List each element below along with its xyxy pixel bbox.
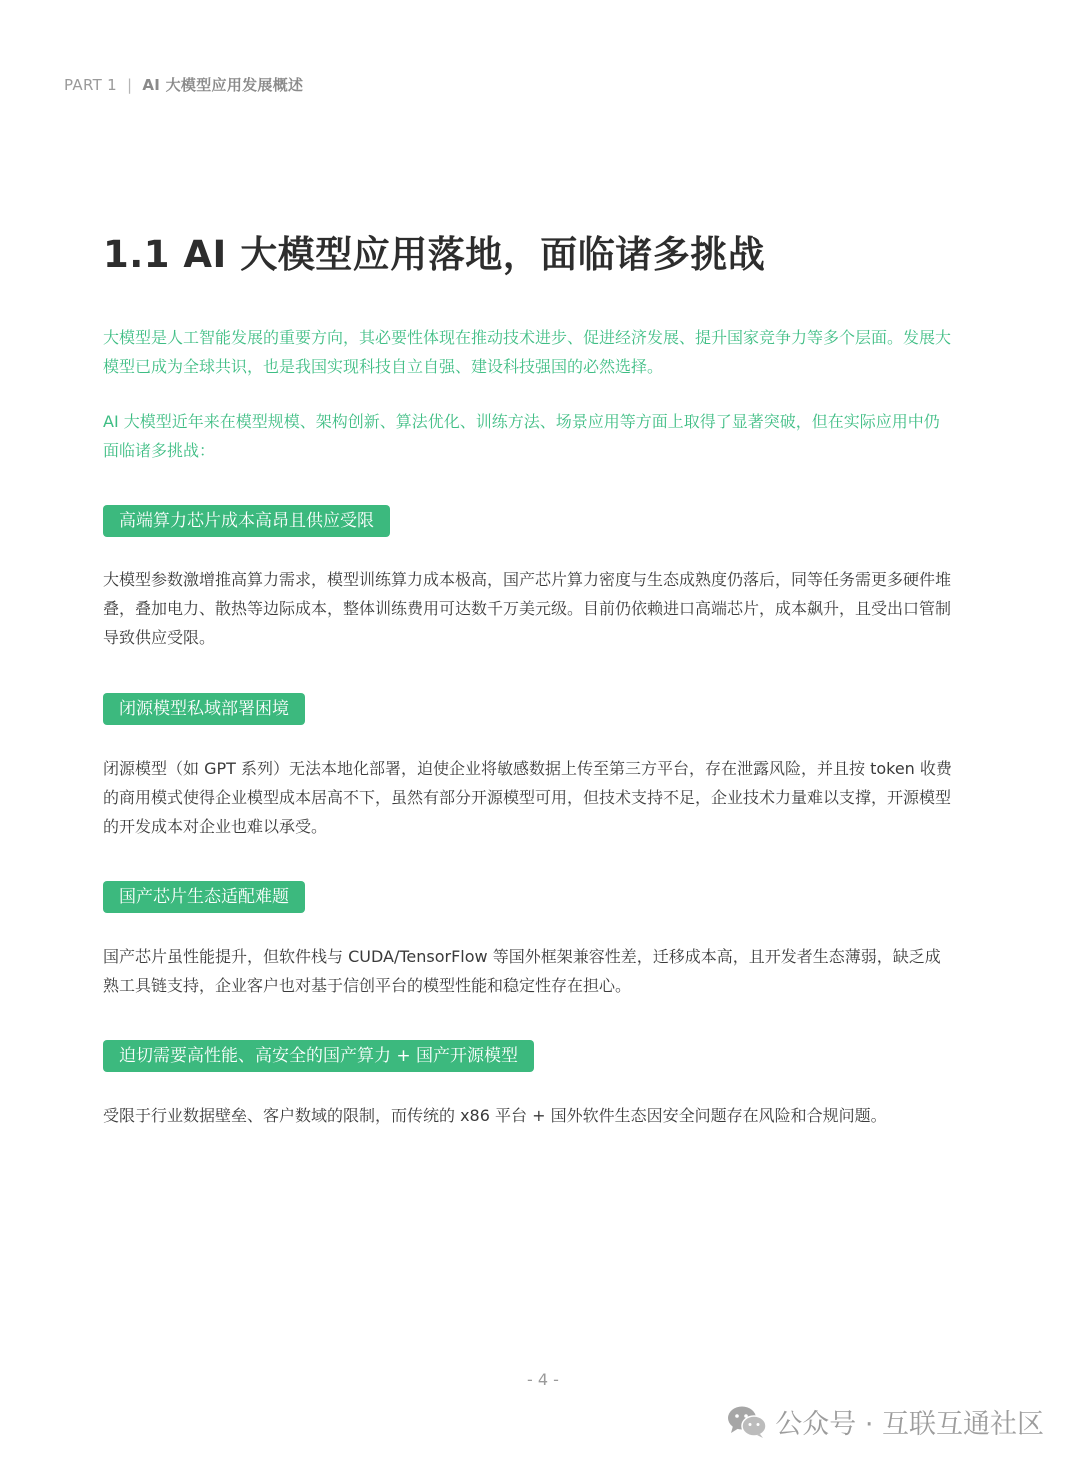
lead-paragraph-1: 大模型是人工智能发展的重要方向，其必要性体现在推动技术进步、促进经济发展、提升国家竞争力等多个层面。发展大模型已成为全球共识，也是我国实现科技自立自强、建设科技强国的必然选择。 [103, 328, 952, 376]
section-tag-ecosystem: 国产芯片生态适配难题 [103, 881, 305, 913]
header-separator: | [126, 76, 133, 94]
section-tag-closed-source: 闭源模型私域部署困境 [103, 693, 305, 725]
part-label: PART 1 [64, 76, 117, 94]
page-header [64, 74, 303, 95]
section-tag-domestic-compute: 迫切需要高性能、高安全的国产算力 + 国产开源模型 [103, 1040, 534, 1072]
section-body-chip-cost: 大模型参数激增推高算力需求，模型训练算力成本极高，国产芯片算力密度与生态成熟度仍落后，同等任务需更多硬件堆叠，叠加电力、散热等边际成本，整体训练费用可达数千万美元级。目前仍依赖进口高端芯片，成本飙升，且受出口管制导致供应受限。 [103, 570, 952, 647]
watermark-text: 公众号 · 互联互通社区 [775, 1409, 1044, 1440]
section-tag-chip-cost: 高端算力芯片成本高昂且供应受限 [103, 505, 390, 537]
section-body-ecosystem: 国产芯片虽性能提升，但软件栈与 CUDA/TensorFlow 等国外框架兼容性差，迁移成本高，且开发者生态薄弱，缺乏成熟工具链支持，企业客户也对基于信创平台的模型性能和稳定性存在担心。 [103, 947, 941, 995]
watermark [727, 1402, 1044, 1441]
section-body-closed-source: 闭源模型（如 GPT 系列）无法本地化部署，迫使企业将敏感数据上传至第三方平台，存在泄露风险，并且按 token 收费的商用模式使得企业模型成本居高不下，虽然有部分开源模型可用，但技术支持不足，企业技术力量难以支撑，开源模型的开发成本对企业也难以承受。 [103, 759, 952, 836]
section-body-domestic-compute: 受限于行业数据壁垒、客户数域的限制，而传统的 x86 平台 + 国外软件生态因安全问题存在风险和合规问题。 [103, 1106, 887, 1125]
lead-paragraph-2: AI 大模型近年来在模型规模、架构创新、算法优化、训练方法、场景应用等方面上取得了显著突破，但在实际应用中仍面临诸多挑战： [103, 412, 940, 460]
wechat-icon [727, 1405, 767, 1439]
chapter-title: AI 大模型应用发展概述 [142, 76, 304, 94]
page-title: 1.1 AI 大模型应用落地，面临诸多挑战 [103, 233, 766, 276]
page-number: - 4 - [527, 1370, 559, 1389]
